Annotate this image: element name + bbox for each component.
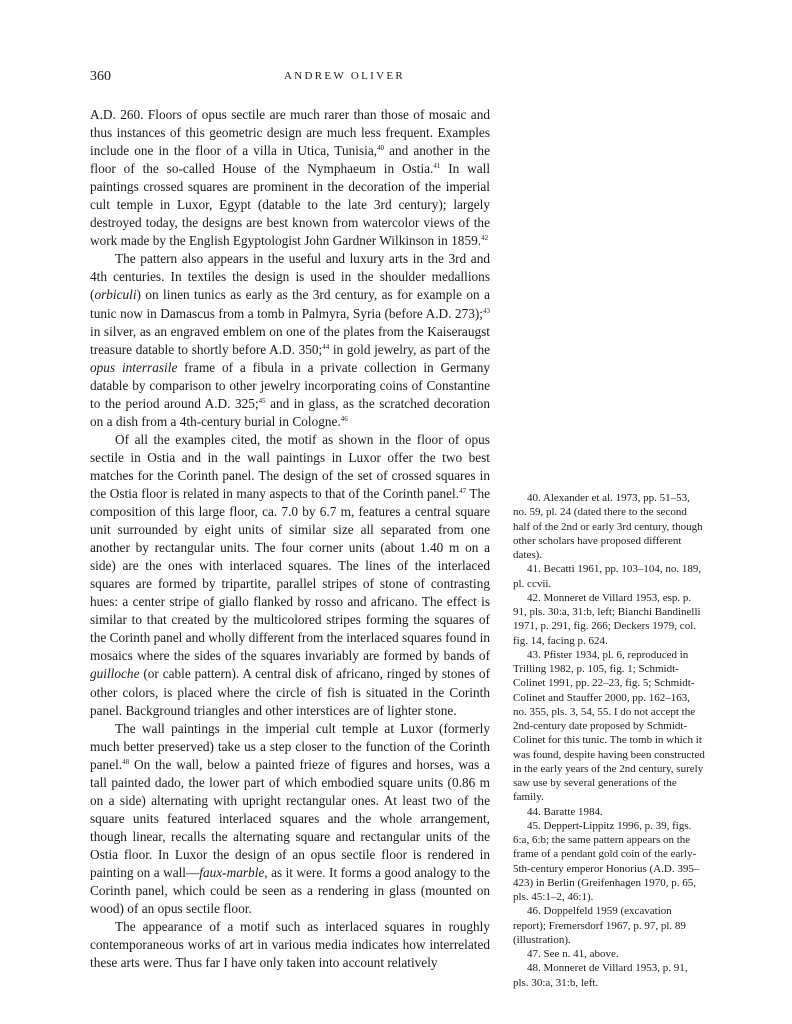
footnote: 43. Pfister 1934, pl. 6, reproduced in Trilling 1982, p. 105, fig. 1; Schmidt-Colinet 1991, pp. 22–23, fig. 5; Schmidt-Colinet and Stauffer 2000, pp. 162–163, no. 355, pls. 3, 54, 55. I do not accept the 2nd-century date proposed by Schmidt-Colinet for this tunic. The tomb in which it was found, despite having been constructed in the early years of the 2nd century, surely saw use by several generations of the family. — [513, 648, 705, 804]
footnote-ref: 47 — [459, 486, 467, 495]
footnote: 45. Deppert-Lippitz 1996, p. 39, figs. 6:a, 6:b; the same pattern appears on the frame of a pendant gold coin of the early-5th-century emperor Honorius (A.D. 395–423) in Berlin (Greifenhagen 1970, p. 65, pls. 45:1–2, 46:1). — [513, 819, 700, 903]
main-text-column — [90, 106, 490, 972]
footnote-ref: 48 — [122, 757, 130, 766]
paragraph: The wall paintings in the imperial cult temple at Luxor (formerly much better preserved) take us a step closer to the function of the Corinth panel.$^{48}$ On the wall, below a painted frieze of figures and horses, was a tall painted dado, the lower part of which embodied square units (0.86 m on a side) alternating with upright rectangular ones. At least two of the square units featured interlaced squares and the whole arrangement, though linear, recalls the alternating square and rectangular units of the Ostia floor. In Luxor the design of an opus sectile floor is rendered in painting on a wall—faux-marble, as it were. It forms a good analogy to the Corinth panel, which could be seen as a rendering in glass (mounted on wood) of an opus sectile floor. — [90, 720, 490, 917]
paragraph: Of all the examples cited, the motif as shown in the floor of opus sectile in Ostia and in the wall paintings in Luxor offer the two best matches for the Corinth panel. The design of the set of crossed squares in the Ostia floor is related in many aspects to that of the Corinth panel.$^{47}$ The composition of this large floor, ca. 7.0 by 6.7 m, features a central square unit surrounded by eight units of similar size all separated from one another by rectangular units. The four corner units (about 1.40 m on a side) are the ones with interlaced squares. The lines of the interlaced squares are formed by tripartite, parallel stripes of stone of contrasting hues: a center stripe of giallo flanked by rosso and africano. The effect is similar to that created by the multicolored stripes forming the squares of the Corinth panel and wholly different from the interlaced squares found in mosaics where the sides of the squares invariably are formed by bands of guilloche (or cable pattern). A central disk of africano, ringed by stones of other colors, is placed where the circle of fish is situated in the Corinth panel. Background triangles and other interstices are of lighter stone. — [90, 431, 490, 718]
page-header — [90, 69, 490, 85]
footnote: 41. Becatti 1961, pp. 103–104, no. 189, pl. ccvii. — [513, 563, 702, 590]
footnote-ref: 42 — [481, 234, 489, 243]
footnote: 44. Baratte 1984. — [527, 805, 603, 818]
footnote: 46. Doppelfeld 1959 (excavation report); Fremersdorf 1967, p. 97, pl. 89 (illustration). — [513, 905, 686, 946]
footnote-ref: 43 — [483, 306, 490, 315]
footnote-ref: 41 — [433, 162, 441, 171]
footnote: 47. See n. 41, above. — [527, 948, 619, 960]
paragraph: The appearance of a motif such as interlaced squares in roughly contemporaneous works of art in various media indicates how interrelated these arts were. Thus far I have only taken into account relatively — [90, 919, 490, 971]
footnote-ref: 44 — [322, 342, 330, 351]
footnote: 42. Monneret de Villard 1953, esp. p. 91, pls. 30:a, 31:b, left; Bianchi Bandinelli 1971, p. 291, fig. 266; Deckers 1979, col. fig. 14, facing p. 624. — [513, 591, 701, 647]
footnote: 40. Alexander et al. 1973, pp. 51–53, no. 59, pl. 24 (dated there to the second half of the 2nd or early 3rd century, though other scholars have proposed different dates). — [513, 492, 703, 561]
footnote-ref: 46 — [340, 414, 348, 423]
paragraph: A.D. 260. Floors of opus sectile are much rarer than those of mosaic and thus instances of this geometric design are much less frequent. Examples include one in the floor of a villa in Utica, Tunisia,$^{40}$ and another in the floor of the so-called House of the Nymphaeum in Ostia.$^{41}$ In wall paintings crossed squares are prominent in the decoration of the imperial cult temple in Luxor, Egypt (datable to the late 3rd century); largely destroyed today, the designs are best known from watercolor views of the work made by the English Egyptologist John Gardner Wilkinson in 1859.42 — [90, 107, 491, 249]
footnote-ref: 40 — [377, 144, 385, 153]
footnote: 48. Monneret de Villard 1953, p. 91, pls. 30:a, 31:b, left. — [513, 962, 688, 989]
footnote-ref: 45 — [258, 396, 266, 405]
page-number: 360 — [90, 69, 111, 84]
running-head: ANDREW OLIVER — [284, 70, 406, 82]
paragraph: The pattern also appears in the useful and luxury arts in the 3rd and 4th centuries. In textiles the design is used in the shoulder medallions (orbiculi) on linen tunics as early as the 3rd century, as for example on a tunic now in Damascus from a tomb in Palmyra, Syria (before A.D. 273);$^{43}$ in silver, as an engraved emblem on one of the plates from the Kaiseraugst treasure datable to shortly before A.D. 350;$^{44}$ in gold jewelry, as part of the opus interrasile frame of a fibula in a private collection in Germany datable by comparison to other jewelry incorporating coins of Constantine to the period around A.D. 325;$^{45}$ and in glass, as the scratched decoration on a dish from a 4th-century burial in Cologne.$^{46}$ — [90, 251, 490, 429]
footnotes-column — [513, 491, 705, 990]
